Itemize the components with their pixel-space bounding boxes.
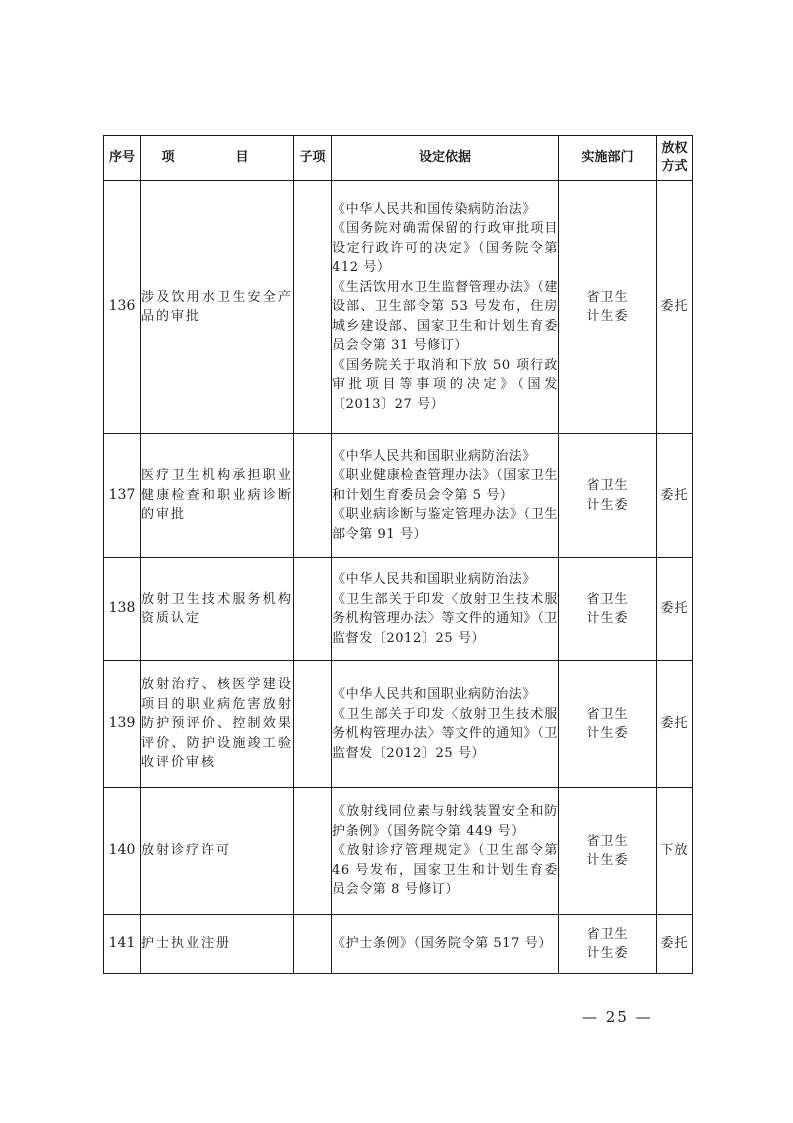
header-basis: 设定依据 [332, 136, 559, 181]
basis-entry: 《中华人民共和国职业病防治法》 [332, 687, 537, 702]
basis-entry: 《中华人民共和国职业病防治法》 [332, 572, 537, 587]
basis-entry: 《放射诊疗管理规定》（卫生部令第 46 号发布，国家卫生和计划生育委员会令第 8 号修订） [332, 843, 558, 898]
row-basis [332, 434, 559, 558]
row-sub [294, 661, 332, 788]
row-dept: 省卫生 计生委 [559, 661, 657, 788]
basis-entry: 《职业健康检查管理办法》（国家卫生和计划生育委员会令第 5 号） [332, 468, 558, 503]
row-mode: 委托 [657, 181, 693, 434]
row-dept: 省卫生 计生委 [559, 181, 657, 434]
row-dept: 省卫生 计生委 [559, 558, 657, 661]
row-dept: 省卫生 计生委 [559, 434, 657, 558]
row-sub [294, 181, 332, 434]
row-sub [294, 558, 332, 661]
row-mode: 委托 [657, 915, 693, 974]
row-basis [332, 915, 559, 974]
basis-entry: 《放射线同位素与射线装置安全和防护条例》（国务院令第 449 号） [332, 804, 558, 839]
row-no: 137 [104, 434, 141, 558]
basis-entry: 《国务院关于取消和下放 50 项行政审批项目等事项的决定》（国发〔2013〕27 号） [332, 357, 558, 412]
row-no: 141 [104, 915, 141, 974]
row-basis [332, 181, 559, 434]
row-basis [332, 661, 559, 788]
table-row [104, 434, 693, 558]
row-basis [332, 788, 559, 915]
row-mode: 委托 [657, 434, 693, 558]
row-sub [294, 788, 332, 915]
table-header-row [104, 136, 693, 181]
basis-entry: 《卫生部关于印发〈放射卫生技术服务机构管理办法〉等文件的通知》（卫监督发〔2012〕25 号） [332, 706, 558, 761]
row-sub [294, 915, 332, 974]
basis-entry: 《卫生部关于印发〈放射卫生技术服务机构管理办法〉等文件的通知》（卫监督发〔2012〕25 号） [332, 591, 558, 646]
table-row [104, 181, 693, 434]
row-item: 放射诊疗许可 [141, 788, 294, 915]
row-no: 139 [104, 661, 141, 788]
table-row [104, 915, 693, 974]
header-no: 序号 [104, 136, 141, 181]
row-sub [294, 434, 332, 558]
basis-entry: 《生活饮用水卫生监督管理办法》（建设部、卫生部令第 53 号发布，住房城乡建设部、国家卫生和计划生育委员会令第 31 号修订） [332, 279, 558, 354]
page-number: — 25 — [582, 1008, 653, 1026]
row-no: 140 [104, 788, 141, 915]
table-row [104, 788, 693, 915]
header-mode: 放权 方式 [657, 136, 693, 181]
row-item: 放射治疗、核医学建设项目的职业病危害放射防护预评价、控制效果评价、防护设施竣工验收评价审核 [141, 661, 294, 788]
row-mode: 委托 [657, 558, 693, 661]
row-dept: 省卫生 计生委 [559, 788, 657, 915]
basis-entry: 《中华人民共和国传染病防治法》 [332, 201, 537, 217]
basis-entry: 《中华人民共和国职业病防治法》 [332, 448, 537, 464]
row-no: 138 [104, 558, 141, 661]
table-row [104, 661, 693, 788]
row-item: 护士执业注册 [141, 915, 294, 974]
row-dept: 省卫生 计生委 [559, 915, 657, 974]
approval-items-table [103, 135, 693, 974]
row-item: 涉及饮用水卫生安全产品的审批 [141, 181, 294, 434]
basis-entry: 《护士条例》（国务院令第 517 号） [332, 936, 552, 952]
row-item: 医疗卫生机构承担职业健康检查和职业病诊断的审批 [141, 434, 294, 558]
header-sub: 子项 [294, 136, 332, 181]
header-item: 项 目 [141, 136, 294, 181]
basis-entry: 《国务院对确需保留的行政审批项目设定行政许可的决定》（国务院令第 412 号） [332, 221, 558, 276]
row-mode: 下放 [657, 788, 693, 915]
row-no: 136 [104, 181, 141, 434]
row-basis [332, 558, 559, 661]
row-item: 放射卫生技术服务机构资质认定 [141, 558, 294, 661]
table-row [104, 558, 693, 661]
row-mode: 委托 [657, 661, 693, 788]
header-dept: 实施部门 [559, 136, 657, 181]
basis-entry: 《职业病诊断与鉴定管理办法》（卫生部令第 91 号） [332, 507, 558, 542]
